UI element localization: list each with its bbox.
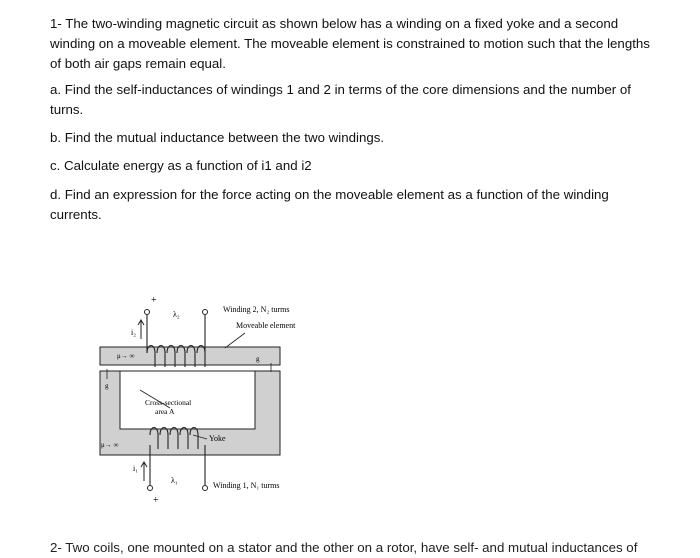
mu-top-label: μ→ ∞	[117, 352, 135, 360]
plus-bottom: +	[153, 495, 159, 506]
problem-intro: 1- The two-winding magnetic circuit as shown below has a winding on a fixed yoke and a second winding on a moveable element. The moveable element is constrained to motion such that the lengths of both air gaps remain equal.	[50, 16, 650, 71]
cross-section-label-2: area A	[155, 407, 175, 416]
terminal-2a	[145, 310, 150, 315]
yoke-label: Yoke	[209, 434, 226, 443]
part-b: b. Find the mutual inductance between the two windings.	[50, 130, 385, 145]
lambda1-label: λ₁	[171, 476, 178, 485]
terminal-2b	[203, 310, 208, 315]
i1-label: i₁	[133, 464, 139, 473]
terminal-1b	[203, 486, 208, 491]
next-problem-partial: 2- Two coils, one mounted on a stator and the other on a rotor, have self- and mutual inductances of	[50, 540, 638, 555]
magnetic-circuit-figure	[95, 295, 335, 510]
part-a: a. Find the self-inductances of windings 1 and 2 in terms of the core dimensions and the number of turns.	[50, 82, 631, 117]
mu-bottom-label: μ→ ∞	[101, 441, 119, 449]
lambda2-label: λ₂	[173, 310, 180, 319]
terminal-1a	[148, 486, 153, 491]
winding2-label: Winding 2, N₂ turms	[223, 305, 290, 314]
gap-left-label: g	[105, 382, 109, 390]
cross-section-label-1: Cross-sectional	[145, 398, 192, 407]
part-c: c. Calculate energy as a function of i1 and i2	[50, 158, 312, 173]
moveable-pointer	[225, 333, 245, 348]
part-d: d. Find an expression for the force acting on the moveable element as a function of the winding currents.	[50, 187, 609, 222]
plus-top: +	[151, 295, 157, 306]
moveable-label: Moveable element	[236, 321, 296, 330]
i2-label: i₂	[131, 328, 137, 337]
winding1-label: Winding 1, N₁ turms	[213, 481, 280, 490]
gap-right-label: g	[256, 355, 260, 363]
